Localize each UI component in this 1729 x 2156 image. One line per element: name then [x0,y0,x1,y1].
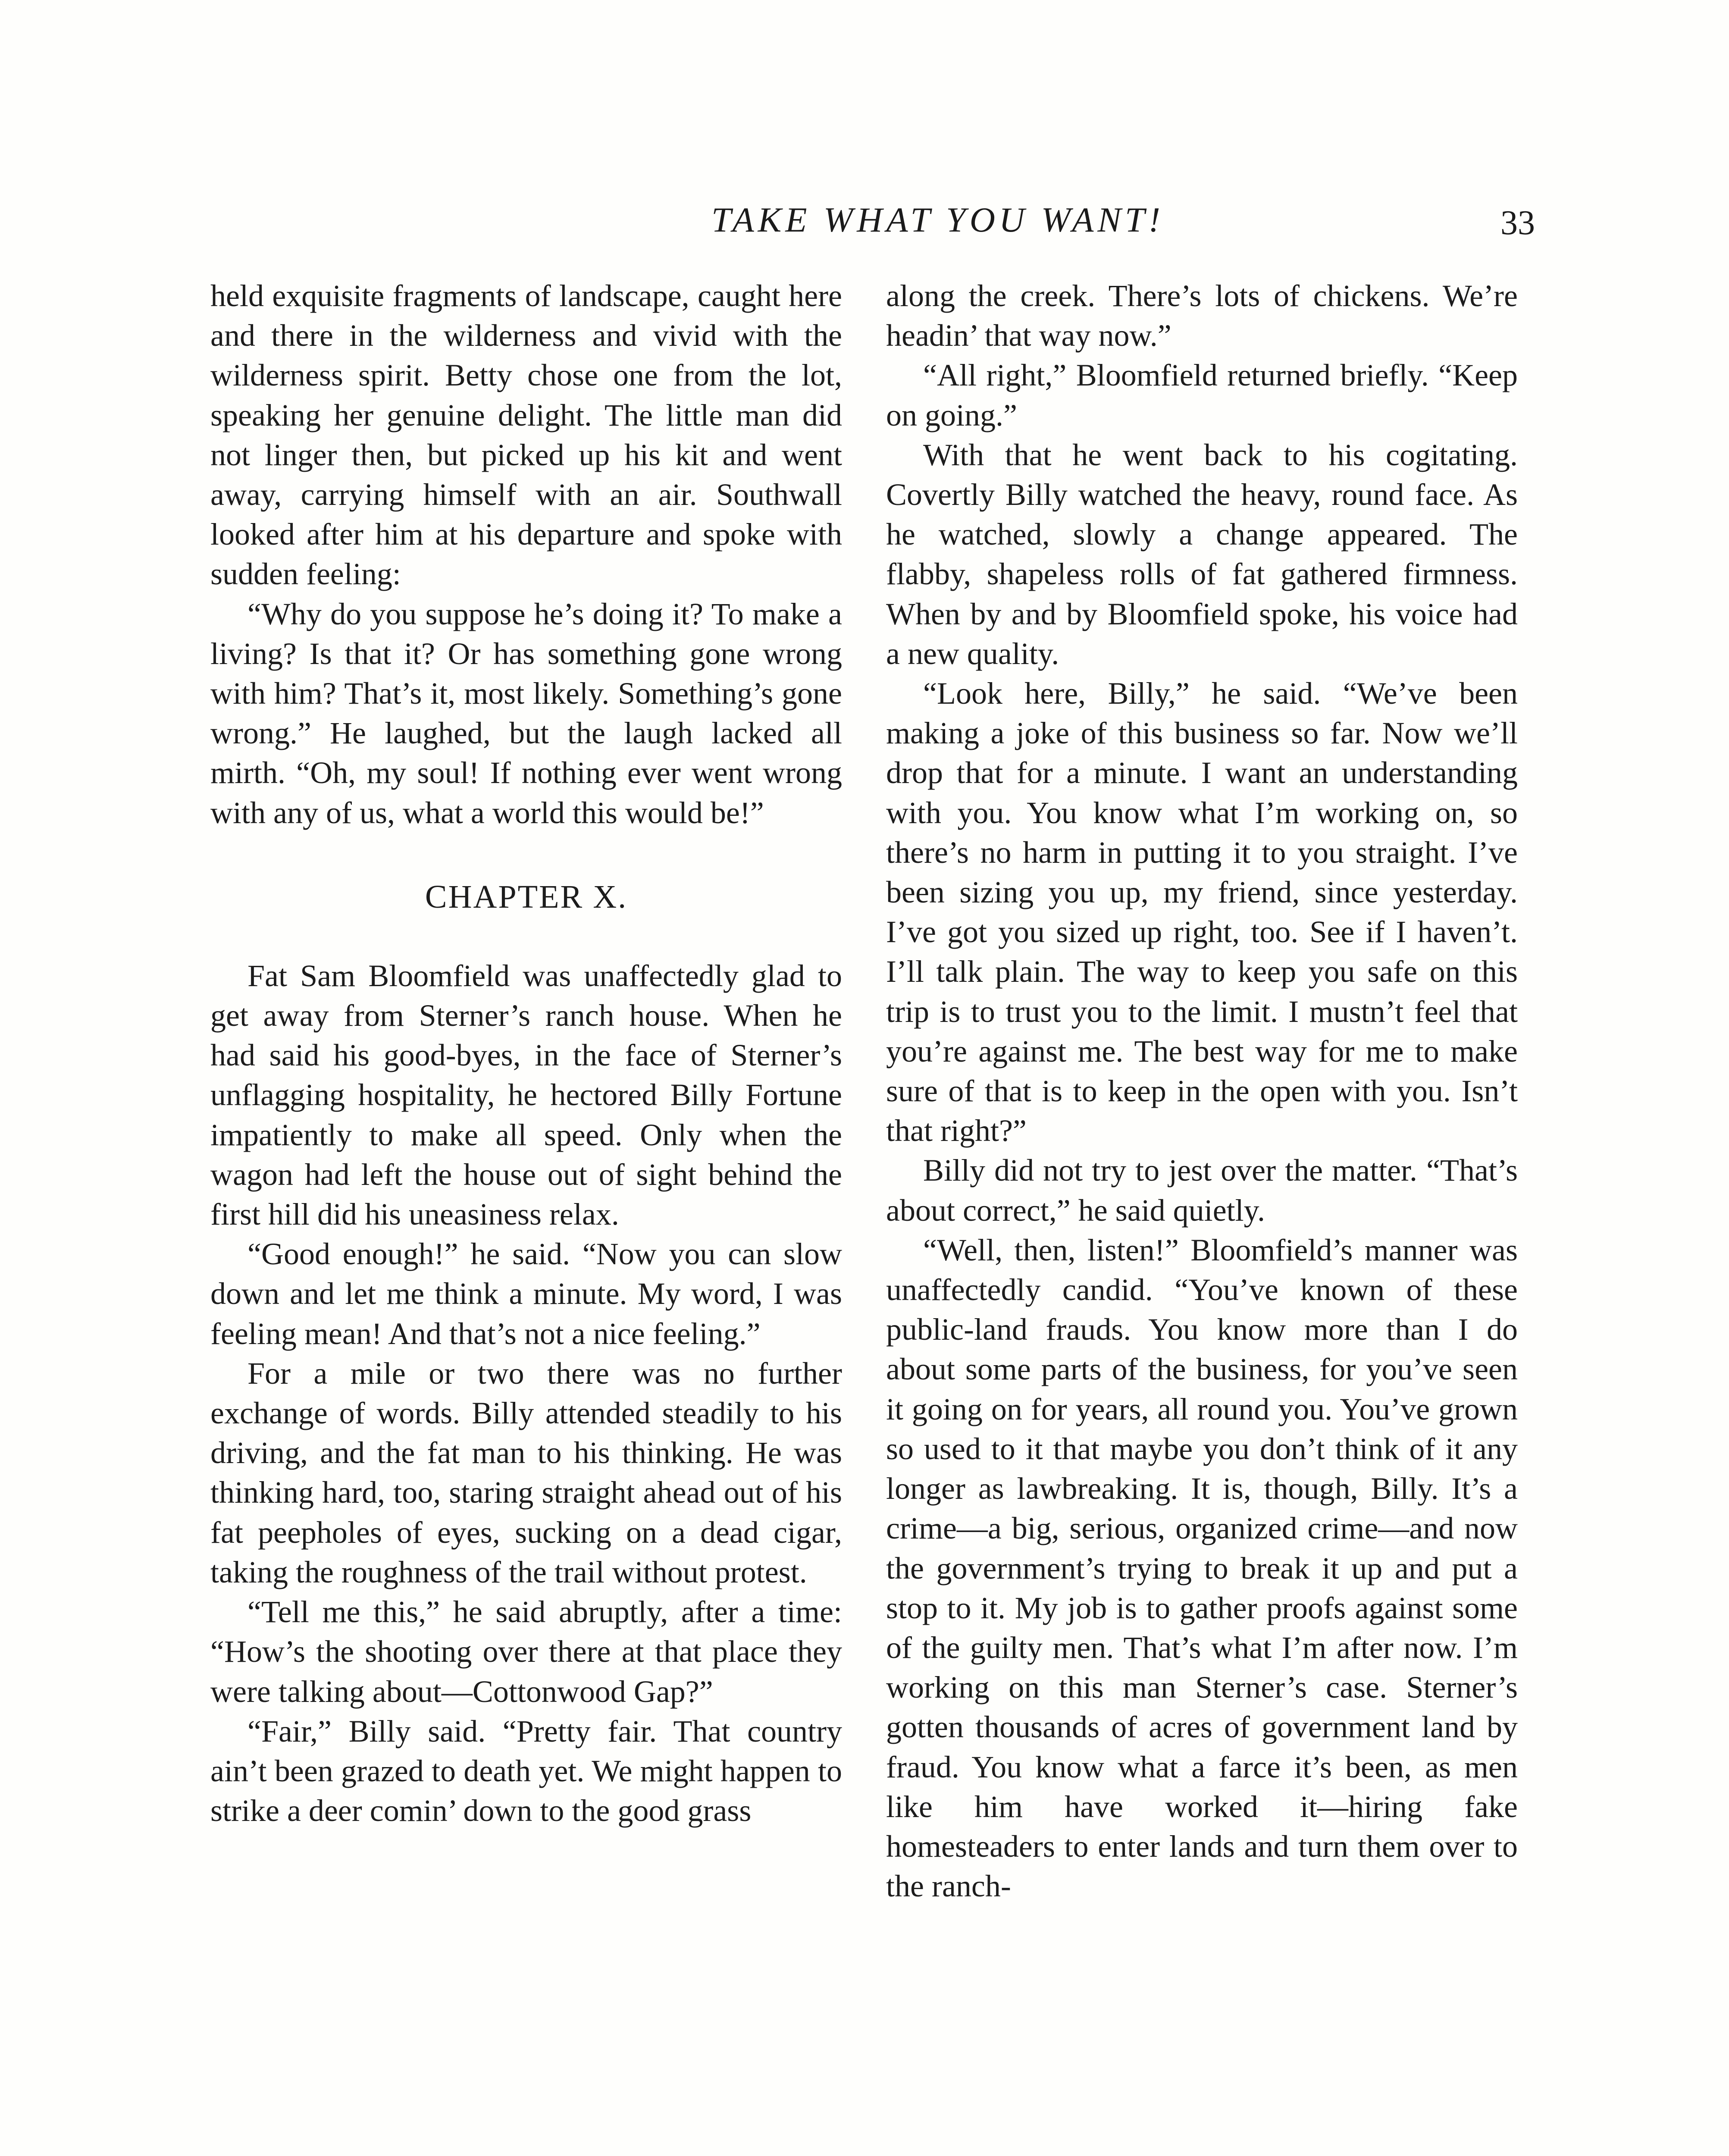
page-number: 33 [1500,204,1535,242]
paragraph: “Well, then, listen!” Bloomfield’s manner was unaffectedly candid. “You’ve known of these public-land frauds. You know more than I do about some parts of the business, for you’ve seen it going on for years, all round you. You’ve grown so used to it that maybe you don’t think of it any longer as lawbreaking. It is, though, Billy. It’s a crime—a big, serious, organized crime—and now the government’s trying to break it up and put a stop to it. My job is to gather proofs against some of the guilty men. That’s what I’m after now. I’m working on this man Sterner’s case. Sterner’s gotten thousands of acres of government land by fraud. You know what a farce it’s been, as men like him have worked it—hiring fake homesteaders to enter lands and turn them over to the ranch- [886,1232,1518,1904]
paragraph: Billy did not try to jest over the matter. “That’s about correct,” he said quietly. [886,1153,1518,1228]
paragraph: “Good enough!” he said. “Now you can slow down and let me think a minute. My word, I was feeling mean! And that’s not a nice feeling.” [210,1237,842,1351]
paragraph: “Look here, Billy,” he said. “We’ve been making a joke of this business so far. Now we’ll drop that for a minute. I want an understanding with you. You know what I’m working on, so there’s no harm in putting it to you straight. I’ve been sizing you up, my friend, since yesterday. I’ve got you sized up right, too. See if I haven’t. I’ll talk plain. The way to keep you safe on this trip is to trust you to the limit. I mustn’t feel that you’re against me. The best way for me to make sure of that is to keep in the open with you. Isn’t that right?” [886,676,1518,1148]
chapter-heading: CHAPTER X. [425,878,628,915]
paragraph: Fat Sam Bloomfield was unaffectedly glad to get away from Sterner’s ranch house. When he had said his good-byes, in the face of Sterner’s unflagging hospitality, he hectored Billy Fortune impatiently to make all speed. Only when the wagon had left the house out of sight behind the first hill did his uneasiness relax. [210,958,842,1232]
paragraph: held exquisite fragments of landscape, caught here and there in the wilderness and vivid with the wilderness spirit. Betty chose one from the lot, speaking her genuine delight. The little man did not linger then, but picked up his kit and went away, carrying himself with an air. Southwall looked after him at his departure and spoke with sudden feeling: [210,279,842,592]
running-title: TAKE WHAT YOU WANT! [711,200,1164,239]
paragraph: “Fair,” Billy said. “Pretty fair. That country ain’t been grazed to death yet. We might happen to strike a deer comin’ down to the good grass [210,1714,842,1828]
paragraph: along the creek. There’s lots of chickens. We’re headin’ that way now.” [886,279,1518,353]
paragraph: “Why do you suppose he’s doing it? To make a living? Is that it? Or has something gone wrong with him? That’s it, most likely. Something’s gone wrong.” He laughed, but the laugh lacked all mirth. “Oh, my soul! If nothing ever went wrong with any of us, what a world this would be!” [210,596,842,830]
right-text-column [886,276,1518,1906]
paragraph: For a mile or two there was no further exchange of words. Billy attended steadily to his driving, and the fat man to his thinking. He was thinking hard, too, staring straight ahead out of his fat peepholes of eyes, sucking on a dead cigar, taking the roughness of the trail without protest. [210,1356,842,1589]
paragraph: “Tell me this,” he said abruptly, after a time: “How’s the shooting over there at that place they were talking about—Cottonwood Gap?” [210,1595,842,1709]
left-text-column [210,276,842,1830]
paragraph: With that he went back to his cogitating. Covertly Billy watched the heavy, round face. As he watched, slowly a change appeared. The flabby, shapeless rolls of fat gathered firmness. When by and by Bloomfield spoke, his voice had a new quality. [886,437,1518,671]
paragraph: “All right,” Bloomfield returned briefly. “Keep on going.” [886,358,1518,432]
